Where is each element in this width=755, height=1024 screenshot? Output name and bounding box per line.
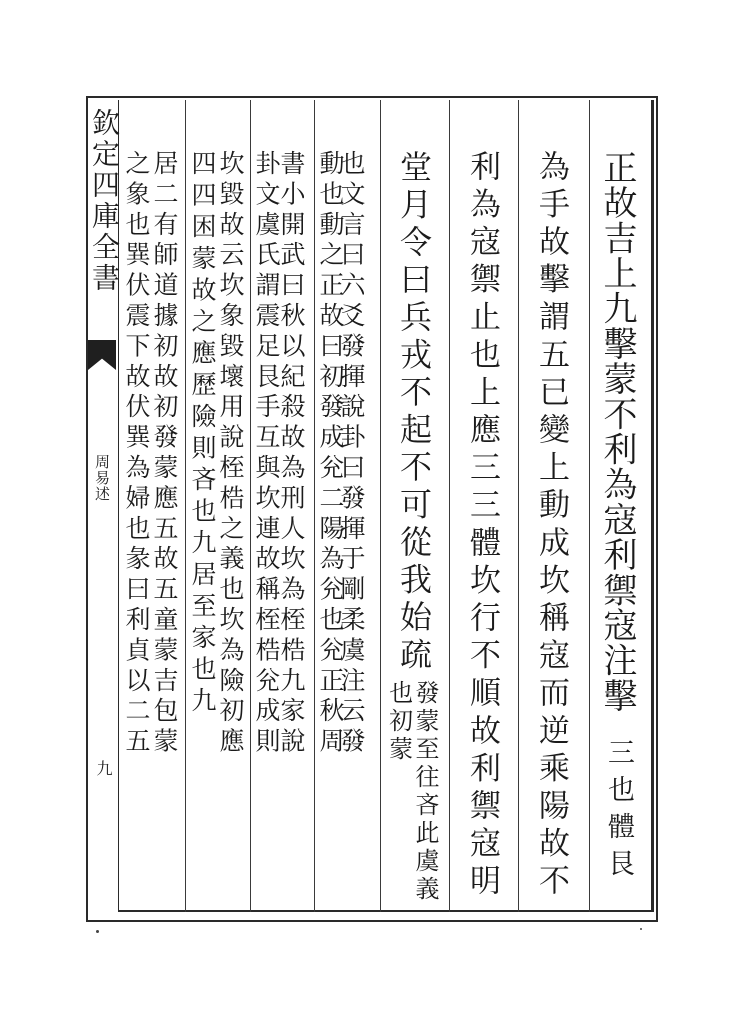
page-number: 九 [94, 760, 113, 776]
text-column-4: 堂月令曰兵戎不起不可從我始疏 [395, 150, 433, 675]
column-rule [250, 100, 251, 912]
column-rule [185, 100, 186, 912]
scan-speck [640, 928, 642, 930]
scan-speck [96, 930, 99, 933]
text-column-3: 利為寇禦止也上應三三體坎行不順故利禦寇明 [464, 150, 500, 902]
text-column-1: 正故吉上九擊蒙不利為寇利禦寇注擊 [597, 150, 637, 714]
commentary-column-8: 卦文虞氏謂震足艮手互與坎連故稱桎梏兊成則 [252, 150, 281, 758]
commentary-column-10: 四四困蒙故之應歷險則吝也九居至家也九 [188, 150, 217, 719]
commentary-column-12: 之象也巽伏震下故伏巽為婦也彖曰利貞以二五 [122, 150, 151, 758]
chapter-label: 周易述 [93, 454, 111, 502]
text-column-2: 為手故擊謂五已變上動成坎稱寇而逆乘陽故不 [533, 150, 569, 902]
commentary-column-6: 動也動之正故曰初發成兊二陽為兊也兊正秋周 [316, 150, 345, 758]
commentary-column-5: 也文言曰六爻發揮說卦曰發揮于剛柔虞注云發 [337, 150, 366, 758]
column-rule [380, 100, 381, 912]
commentary-column-9: 坎毀故云坎象毀壞用說桎梏之義也坎為險初應 [216, 150, 245, 758]
column-rule [449, 100, 450, 912]
annotation-column-4: 發蒙至往吝此虞義也初蒙 [384, 680, 439, 904]
column-rule [518, 100, 519, 912]
column-rule [314, 100, 315, 912]
commentary-column-11: 居二有師道據初故初發蒙應五故五童蒙吉包蒙 [150, 150, 179, 758]
book-title: 欽定四庫全書 [88, 108, 121, 294]
commentary-column-7: 書小開武曰秋以紀殺故為刑人坎為桎梏九家說 [277, 150, 306, 758]
annotation-column-1: 三也體艮 [603, 738, 634, 886]
column-rule [589, 100, 590, 912]
